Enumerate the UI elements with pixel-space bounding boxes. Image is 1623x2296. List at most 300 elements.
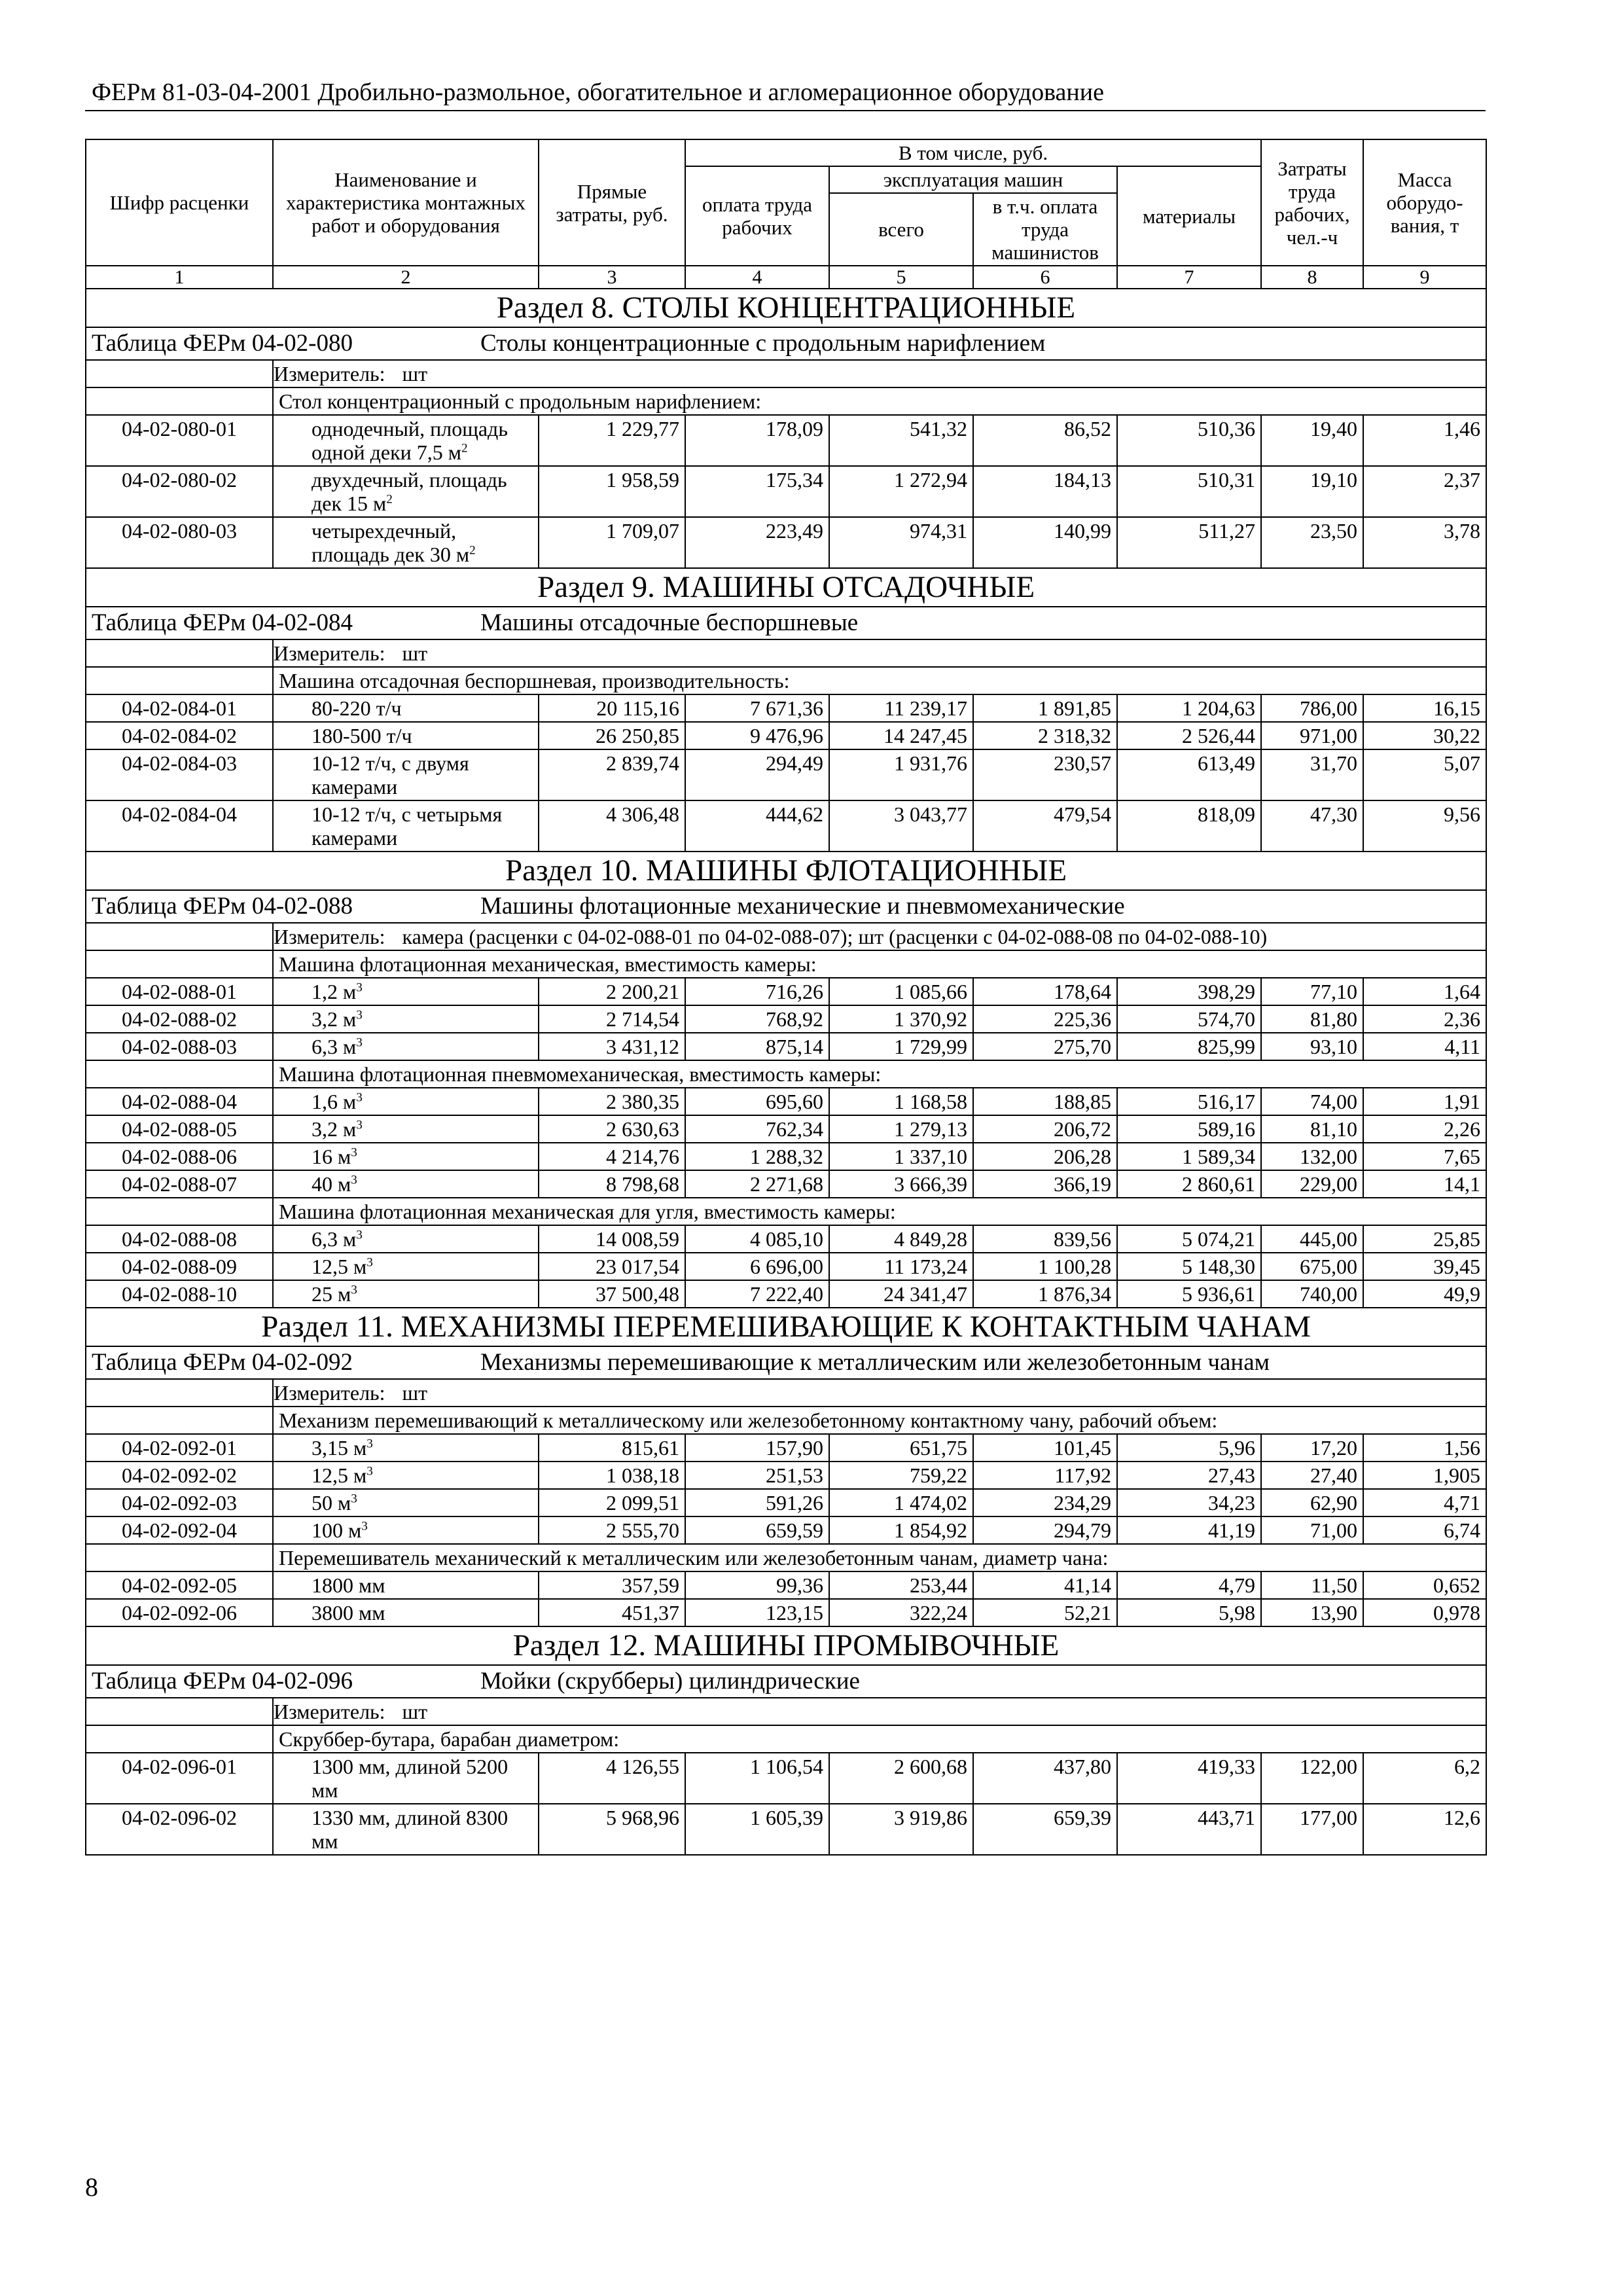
table-heading-row	[86, 890, 1486, 923]
rate-value: 443,71	[1117, 1804, 1261, 1855]
rates-table	[85, 139, 1487, 1856]
rate-name-text: 12,5 м	[312, 1255, 367, 1278]
col-header-code: Шифр расценки	[86, 139, 273, 266]
meter-cell	[273, 923, 1486, 950]
col-header-machines: эксплуатация машин	[829, 166, 1117, 193]
rate-value: 9 476,96	[685, 722, 829, 749]
rate-value: 9,56	[1363, 800, 1486, 852]
rate-value: 3 919,86	[829, 1804, 973, 1855]
meter-label: Измеритель:	[274, 1700, 385, 1723]
rate-value: 14 008,59	[539, 1225, 685, 1253]
rate-value: 23,50	[1261, 517, 1363, 568]
rate-value: 1 204,63	[1117, 694, 1261, 722]
meter-label: Измеритель:	[274, 641, 385, 665]
unit-exponent: 3	[356, 1118, 363, 1132]
rate-value: 2 380,35	[539, 1088, 685, 1115]
rate-value: 1,64	[1363, 978, 1486, 1005]
rate-name-text: 25 м	[312, 1282, 351, 1306]
rate-value: 294,49	[685, 749, 829, 800]
col-header-direct: Прямые затраты, руб.	[539, 139, 685, 266]
unit-exponent: 3	[351, 1283, 357, 1297]
table-row	[86, 1115, 1486, 1143]
page-number: 8	[85, 2172, 98, 2202]
rate-value: 99,36	[685, 1571, 829, 1599]
meter-cell	[273, 360, 1486, 387]
rate-value: 26 250,85	[539, 722, 685, 749]
rate-value: 14,1	[1363, 1170, 1486, 1198]
rate-code: 04-02-092-01	[86, 1434, 273, 1462]
rate-code: 04-02-084-01	[86, 694, 273, 722]
rate-value: 0,978	[1363, 1599, 1486, 1626]
rate-value: 178,64	[973, 978, 1117, 1005]
group-blank	[86, 1725, 273, 1753]
rate-value: 510,36	[1117, 415, 1261, 466]
rate-value: 675,00	[1261, 1253, 1363, 1280]
rate-value: 177,00	[1261, 1804, 1363, 1855]
rate-value: 14 247,45	[829, 722, 973, 749]
unit-exponent: 3	[351, 1492, 357, 1506]
meter-cell	[273, 1698, 1486, 1725]
rate-value: 25,85	[1363, 1225, 1486, 1253]
rate-code: 04-02-092-04	[86, 1516, 273, 1544]
rate-code: 04-02-092-03	[86, 1489, 273, 1516]
rate-value: 2 630,63	[539, 1115, 685, 1143]
group-label-row	[86, 1198, 1486, 1225]
table-row	[86, 1804, 1486, 1855]
rate-name-text: 3,2 м	[312, 1117, 357, 1141]
rate-name-text: 50 м	[312, 1491, 351, 1515]
rate-value: 86,52	[973, 415, 1117, 466]
table-row	[86, 1253, 1486, 1280]
rate-name	[273, 1170, 539, 1198]
rate-name-text: 10-12 т/ч, с двумя камерами	[312, 751, 469, 798]
rate-value: 2,36	[1363, 1005, 1486, 1033]
rate-code: 04-02-092-06	[86, 1599, 273, 1626]
rate-code: 04-02-088-08	[86, 1225, 273, 1253]
rate-name-text: 1,6 м	[312, 1090, 357, 1113]
rate-name	[273, 1033, 539, 1060]
rate-value: 437,80	[973, 1753, 1117, 1804]
section-title: Раздел 9. МАШИНЫ ОТСАДОЧНЫЕ	[86, 568, 1486, 607]
rate-name-text: 6,3 м	[312, 1035, 357, 1058]
rate-code: 04-02-084-02	[86, 722, 273, 749]
rate-value: 4 214,76	[539, 1143, 685, 1170]
rate-value: 157,90	[685, 1434, 829, 1462]
table-name: Механизмы перемешивающие к металлическим или железобетонным чанам	[480, 1349, 1270, 1376]
rate-value: 253,44	[829, 1571, 973, 1599]
rate-name	[273, 1115, 539, 1143]
rate-name	[273, 1516, 539, 1544]
rate-value: 651,75	[829, 1434, 973, 1462]
rate-value: 62,90	[1261, 1489, 1363, 1516]
rate-value: 511,27	[1117, 517, 1261, 568]
rate-name	[273, 1599, 539, 1626]
table-heading-row	[86, 1346, 1486, 1379]
rate-value: 52,21	[973, 1599, 1117, 1626]
section-row	[86, 568, 1486, 607]
rate-value: 71,00	[1261, 1516, 1363, 1544]
rate-name	[273, 722, 539, 749]
table-name: Мойки (скрубберы) цилиндрические	[480, 1668, 860, 1695]
rate-name	[273, 749, 539, 800]
rate-name	[273, 978, 539, 1005]
meter-label: Измеритель:	[274, 1381, 385, 1405]
rate-name	[273, 1143, 539, 1170]
unit-exponent: 3	[356, 1035, 363, 1050]
rate-value: 223,49	[685, 517, 829, 568]
rate-value: 30,22	[1363, 722, 1486, 749]
rate-value: 175,34	[685, 466, 829, 517]
rate-name	[273, 1571, 539, 1599]
rate-value: 1 709,07	[539, 517, 685, 568]
rate-value: 2 860,61	[1117, 1170, 1261, 1198]
rate-value: 4 126,55	[539, 1753, 685, 1804]
rate-code: 04-02-084-04	[86, 800, 273, 852]
rate-value: 81,10	[1261, 1115, 1363, 1143]
rate-value: 1 876,34	[973, 1280, 1117, 1308]
rate-value: 229,00	[1261, 1170, 1363, 1198]
rate-value: 275,70	[973, 1033, 1117, 1060]
table-heading-row	[86, 607, 1486, 639]
table-row	[86, 517, 1486, 568]
rate-value: 1 085,66	[829, 978, 973, 1005]
rate-name-text: 40 м	[312, 1172, 351, 1196]
rate-value: 786,00	[1261, 694, 1363, 722]
rate-value: 366,19	[973, 1170, 1117, 1198]
rate-value: 1 038,18	[539, 1462, 685, 1489]
rate-value: 2 526,44	[1117, 722, 1261, 749]
column-number: 1	[86, 266, 273, 289]
unit-exponent: 3	[356, 980, 363, 995]
rate-code: 04-02-088-06	[86, 1143, 273, 1170]
rate-name	[273, 1434, 539, 1462]
meter-blank	[86, 360, 273, 387]
rate-value: 613,49	[1117, 749, 1261, 800]
unit-exponent: 3	[351, 1173, 357, 1187]
meter-value: камера (расценки с 04-02-088-01 по 04-02-088-07); шт (расценки с 04-02-088-08 по 04-02-088-10)	[402, 925, 1268, 948]
unit-exponent: 2	[461, 441, 468, 456]
rate-value: 3,78	[1363, 517, 1486, 568]
rate-value: 19,10	[1261, 466, 1363, 517]
group-blank	[86, 1060, 273, 1088]
rate-code: 04-02-088-01	[86, 978, 273, 1005]
table-row	[86, 415, 1486, 466]
rate-value: 322,24	[829, 1599, 973, 1626]
rate-value: 34,23	[1117, 1489, 1261, 1516]
table-row	[86, 1088, 1486, 1115]
rate-value: 1 729,99	[829, 1033, 973, 1060]
meter-label: Измеритель:	[274, 925, 385, 948]
unit-exponent: 3	[356, 1008, 363, 1022]
col-header-labor: Затраты труда рабочих, чел.-ч	[1261, 139, 1363, 266]
rate-code: 04-02-084-03	[86, 749, 273, 800]
col-header-wages: оплата труда рабочих	[685, 166, 829, 266]
rate-value: 11 239,17	[829, 694, 973, 722]
meter-cell	[273, 639, 1486, 667]
table-row	[86, 722, 1486, 749]
rate-value: 5,96	[1117, 1434, 1261, 1462]
rate-value: 27,40	[1261, 1462, 1363, 1489]
rate-value: 541,32	[829, 415, 973, 466]
table-row	[86, 1753, 1486, 1804]
rate-value: 93,10	[1261, 1033, 1363, 1060]
rate-name-text: 6,3 м	[312, 1227, 357, 1251]
rate-value: 1 891,85	[973, 694, 1117, 722]
rate-name	[273, 1225, 539, 1253]
table-row	[86, 1143, 1486, 1170]
rate-value: 13,90	[1261, 1599, 1363, 1626]
rate-value: 6,74	[1363, 1516, 1486, 1544]
meter-blank	[86, 1698, 273, 1725]
group-label: Машина флотационная механическая для угля, вместимость камеры:	[273, 1198, 1486, 1225]
col-header-mass: Масса оборудо-вания, т	[1363, 139, 1486, 266]
table-heading	[86, 607, 1486, 639]
column-number: 5	[829, 266, 973, 289]
rate-value: 4 306,48	[539, 800, 685, 852]
unit-exponent: 3	[366, 1437, 373, 1451]
column-number: 7	[1117, 266, 1261, 289]
rate-value: 2,26	[1363, 1115, 1486, 1143]
rate-name-text: 3,15 м	[312, 1436, 367, 1460]
rate-value: 4,71	[1363, 1489, 1486, 1516]
rate-code: 04-02-080-03	[86, 517, 273, 568]
column-number: 9	[1363, 266, 1486, 289]
col-header-operators: в т.ч. оплата труда машинистов	[973, 193, 1117, 266]
rate-value: 1 272,94	[829, 466, 973, 517]
group-blank	[86, 387, 273, 415]
rate-value: 19,40	[1261, 415, 1363, 466]
rate-value: 444,62	[685, 800, 829, 852]
rate-code: 04-02-080-02	[86, 466, 273, 517]
table-heading-row	[86, 327, 1486, 360]
rate-value: 12,6	[1363, 1804, 1486, 1855]
column-number: 8	[1261, 266, 1363, 289]
rate-value: 140,99	[973, 517, 1117, 568]
group-label: Скруббер-бутара, барабан диаметром:	[273, 1725, 1486, 1753]
col-header-materials: материалы	[1117, 166, 1261, 266]
rate-value: 122,00	[1261, 1753, 1363, 1804]
section-row	[86, 1626, 1486, 1665]
rate-value: 5 074,21	[1117, 1225, 1261, 1253]
table-name: Столы концентрационные с продольным нарифлением	[480, 330, 1046, 357]
table-row	[86, 694, 1486, 722]
rate-name	[273, 1253, 539, 1280]
rate-value: 825,99	[1117, 1033, 1261, 1060]
section-title: Раздел 12. МАШИНЫ ПРОМЫВОЧНЫЕ	[86, 1626, 1486, 1665]
rate-value: 3 666,39	[829, 1170, 973, 1198]
rate-value: 184,13	[973, 466, 1117, 517]
table-row	[86, 1434, 1486, 1462]
section-row	[86, 852, 1486, 890]
rate-value: 234,29	[973, 1489, 1117, 1516]
col-header-incl: В том числе, руб.	[685, 139, 1261, 166]
rate-value: 5 148,30	[1117, 1253, 1261, 1280]
table-row	[86, 978, 1486, 1005]
table-row	[86, 1005, 1486, 1033]
meter-blank	[86, 1379, 273, 1407]
rate-value: 768,92	[685, 1005, 829, 1033]
rate-value: 445,00	[1261, 1225, 1363, 1253]
rate-value: 16,15	[1363, 694, 1486, 722]
rate-value: 4 085,10	[685, 1225, 829, 1253]
rate-value: 27,43	[1117, 1462, 1261, 1489]
rate-value: 225,36	[973, 1005, 1117, 1033]
rate-name	[273, 517, 539, 568]
table-heading-row	[86, 1665, 1486, 1698]
group-label-row	[86, 1725, 1486, 1753]
meter-value: шт	[402, 641, 428, 665]
rate-value: 1 106,54	[685, 1753, 829, 1804]
rate-name	[273, 1280, 539, 1308]
rate-value: 1 279,13	[829, 1115, 973, 1143]
rate-value: 7 671,36	[685, 694, 829, 722]
rate-value: 589,16	[1117, 1115, 1261, 1143]
rate-value: 2,37	[1363, 466, 1486, 517]
rate-name-text: 100 м	[312, 1518, 362, 1542]
rate-value: 230,57	[973, 749, 1117, 800]
table-row	[86, 1489, 1486, 1516]
rate-value: 41,19	[1117, 1516, 1261, 1544]
rate-value: 510,31	[1117, 466, 1261, 517]
table-name: Машины флотационные механические и пневмомеханические	[480, 893, 1125, 920]
rate-value: 37 500,48	[539, 1280, 685, 1308]
rate-value: 2 200,21	[539, 978, 685, 1005]
rate-value: 74,00	[1261, 1088, 1363, 1115]
group-label: Стол концентрационный с продольным нарифлением:	[273, 387, 1486, 415]
meter-row	[86, 639, 1486, 667]
group-label-row	[86, 1544, 1486, 1571]
section-row	[86, 289, 1486, 327]
rate-value: 479,54	[973, 800, 1117, 852]
rate-value: 41,14	[973, 1571, 1117, 1599]
group-label: Перемешиватель механический к металлическим или железобетонным чанам, диаметр чана:	[273, 1544, 1486, 1571]
meter-row	[86, 923, 1486, 950]
group-label-row	[86, 950, 1486, 978]
rate-value: 1,905	[1363, 1462, 1486, 1489]
rate-value: 2 555,70	[539, 1516, 685, 1544]
rate-name	[273, 1753, 539, 1804]
column-number: 6	[973, 266, 1117, 289]
rate-value: 839,56	[973, 1225, 1117, 1253]
group-blank	[86, 950, 273, 978]
rate-value: 11,50	[1261, 1571, 1363, 1599]
table-code: Таблица ФЕРм 04-02-092	[92, 1349, 353, 1376]
rate-name-text: 3,2 м	[312, 1007, 357, 1031]
rate-value: 6 696,00	[685, 1253, 829, 1280]
table-heading	[86, 1346, 1486, 1379]
table-heading	[86, 890, 1486, 923]
rate-value: 7 222,40	[685, 1280, 829, 1308]
rate-code: 04-02-088-03	[86, 1033, 273, 1060]
rate-value: 591,26	[685, 1489, 829, 1516]
meter-value: шт	[402, 1700, 428, 1723]
rate-value: 740,00	[1261, 1280, 1363, 1308]
column-number: 4	[685, 266, 829, 289]
rate-value: 2 714,54	[539, 1005, 685, 1033]
rate-name	[273, 694, 539, 722]
rate-value: 6,2	[1363, 1753, 1486, 1804]
rate-value: 17,20	[1261, 1434, 1363, 1462]
rate-value: 5,07	[1363, 749, 1486, 800]
section-title: Раздел 10. МАШИНЫ ФЛОТАЦИОННЫЕ	[86, 852, 1486, 890]
rate-value: 47,30	[1261, 800, 1363, 852]
rate-value: 1 605,39	[685, 1804, 829, 1855]
rate-value: 1 337,10	[829, 1143, 973, 1170]
group-blank	[86, 1198, 273, 1225]
rate-code: 04-02-096-01	[86, 1753, 273, 1804]
table-row	[86, 1462, 1486, 1489]
rate-value: 974,31	[829, 517, 973, 568]
column-number: 3	[539, 266, 685, 289]
rate-value: 206,28	[973, 1143, 1117, 1170]
meter-blank	[86, 639, 273, 667]
rate-value: 3 431,12	[539, 1033, 685, 1060]
rate-value: 1 854,92	[829, 1516, 973, 1544]
col-header-name: Наименование и характеристика монтажных работ и оборудования	[273, 139, 539, 266]
rate-code: 04-02-088-04	[86, 1088, 273, 1115]
rate-name-text: 80-220 т/ч	[312, 696, 402, 720]
rate-value: 815,61	[539, 1434, 685, 1462]
rate-name	[273, 1804, 539, 1855]
rate-value: 8 798,68	[539, 1170, 685, 1198]
table-row	[86, 800, 1486, 852]
rate-name	[273, 466, 539, 517]
unit-exponent: 3	[351, 1145, 357, 1160]
rate-value: 398,29	[1117, 978, 1261, 1005]
rate-value: 24 341,47	[829, 1280, 973, 1308]
rate-value: 5 968,96	[539, 1804, 685, 1855]
table-code: Таблица ФЕРм 04-02-084	[92, 609, 353, 636]
rate-value: 1,56	[1363, 1434, 1486, 1462]
table-heading	[86, 1665, 1486, 1698]
rate-name-text: 180-500 т/ч	[312, 724, 412, 747]
rate-name-text: 1330 мм, длиной 8300 мм	[312, 1806, 508, 1853]
rate-value: 132,00	[1261, 1143, 1363, 1170]
meter-cell	[273, 1379, 1486, 1407]
col-header-total: всего	[829, 193, 973, 266]
table-row	[86, 1033, 1486, 1060]
rate-code: 04-02-080-01	[86, 415, 273, 466]
rate-value: 2 318,32	[973, 722, 1117, 749]
rate-name-text: четырехдечный, площадь дек 30 м	[312, 519, 470, 566]
meter-row	[86, 1379, 1486, 1407]
rate-value: 516,17	[1117, 1088, 1261, 1115]
rate-value: 1 589,34	[1117, 1143, 1261, 1170]
rate-code: 04-02-088-10	[86, 1280, 273, 1308]
rate-name-text: однодечный, площадь одной деки 7,5 м	[312, 417, 508, 464]
rate-name	[273, 1005, 539, 1033]
meter-blank	[86, 923, 273, 950]
rate-value: 3 043,77	[829, 800, 973, 852]
group-label-row	[86, 1407, 1486, 1434]
rate-value: 251,53	[685, 1462, 829, 1489]
rate-value: 0,652	[1363, 1571, 1486, 1599]
unit-exponent: 3	[356, 1228, 363, 1242]
column-number: 2	[273, 266, 539, 289]
rate-name-text: 1800 мм	[312, 1573, 385, 1597]
rate-name-text: 10-12 т/ч, с четырьмя камерами	[312, 802, 503, 850]
rate-value: 1 958,59	[539, 466, 685, 517]
meter-value: шт	[402, 362, 428, 386]
rate-value: 20 115,16	[539, 694, 685, 722]
table-code: Таблица ФЕРм 04-02-088	[92, 893, 353, 920]
table-row	[86, 1280, 1486, 1308]
rate-value: 762,34	[685, 1115, 829, 1143]
rate-value: 7,65	[1363, 1143, 1486, 1170]
rate-value: 759,22	[829, 1462, 973, 1489]
table-row	[86, 1516, 1486, 1544]
meter-row	[86, 360, 1486, 387]
